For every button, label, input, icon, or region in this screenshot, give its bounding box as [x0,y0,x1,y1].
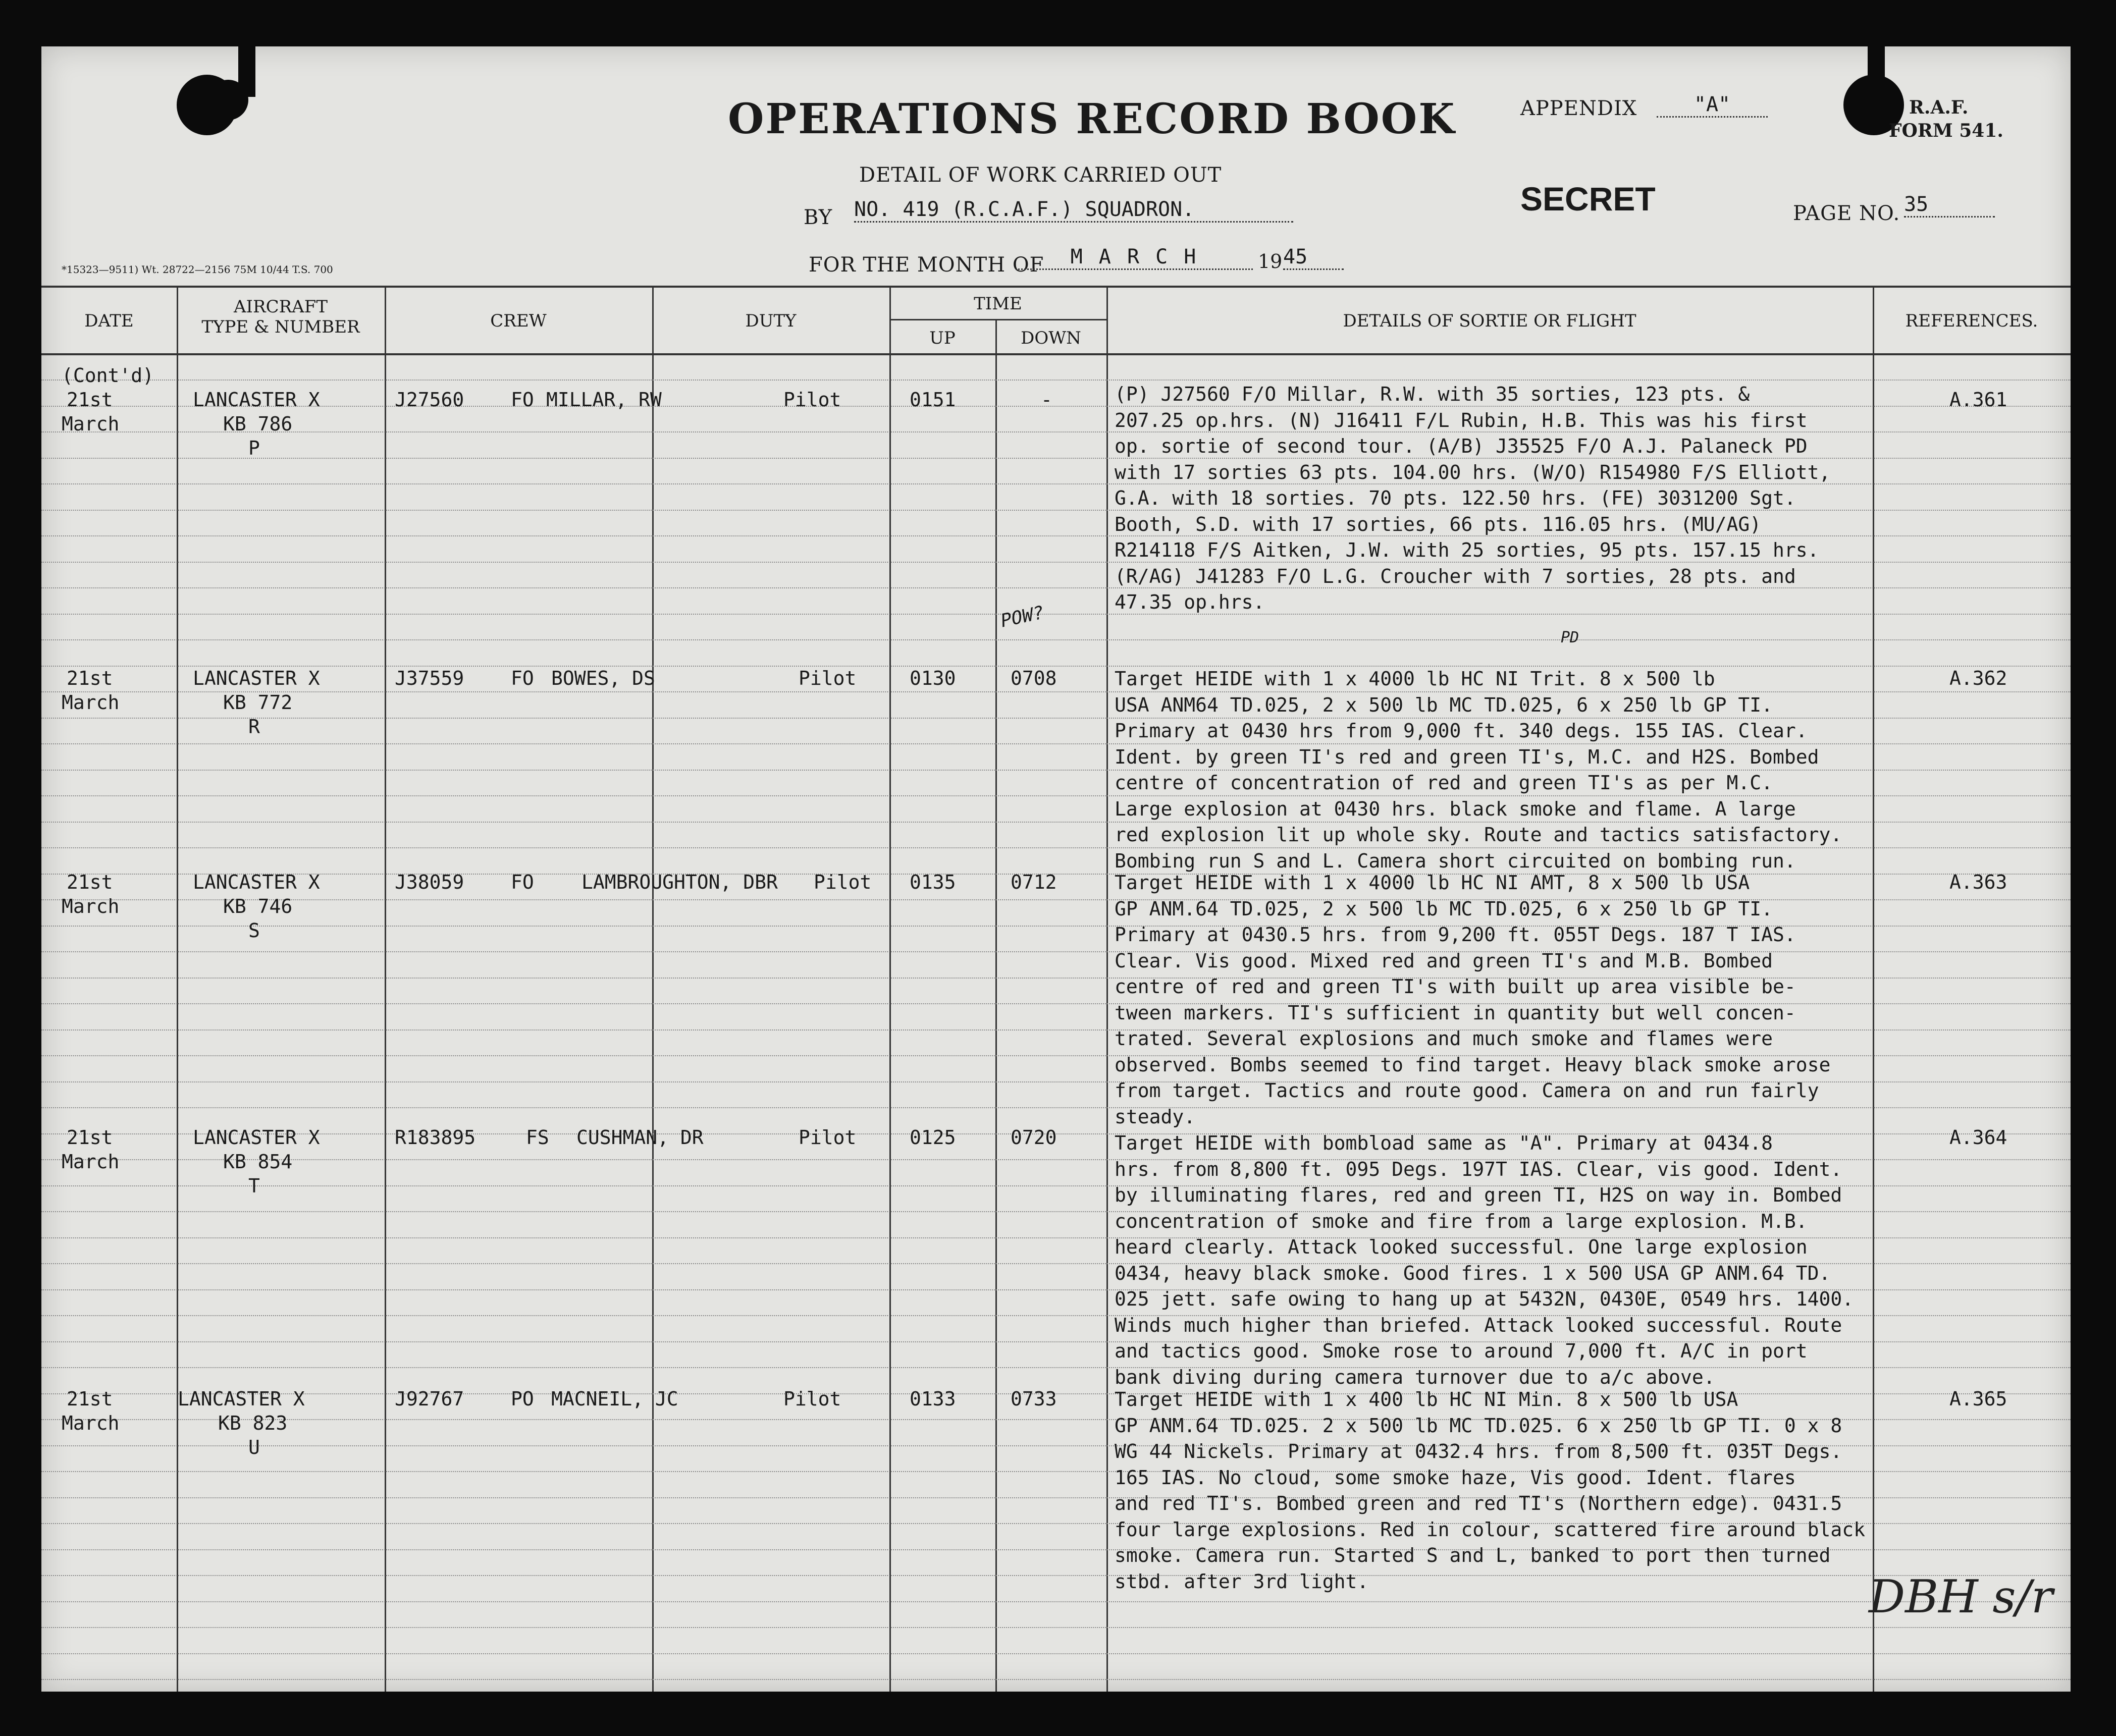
signature: DBH s/r [1869,1570,2053,1623]
row4-aircraft-letter: T [248,1175,260,1197]
detail-line: Booth, S.D. with 17 sorties, 66 pts. 116.05 hrs. (MU/AG) [1115,513,1762,535]
detail-line: red explosion lit up whole sky. Route and tactics satisfactory. [1115,824,1842,846]
detail-line: 0434, heavy black smoke. Good fires. 1 x 500 USA GP ANM.64 TD. [1115,1262,1831,1284]
detail-line: trated. Several explosions and much smoke and flames were [1115,1027,1773,1050]
row1-crew-name: MILLAR, RW [546,389,662,411]
detail-line: four large explosions. Red in colour, scattered fire around black [1115,1518,1866,1541]
detail-line: bank diving during camera turnover due to a/c above. [1115,1366,1715,1388]
col-header-date: DATE [84,311,134,331]
row1-date-line3: March [62,413,120,435]
col-header-details: DETAILS OF SORTIE OR FLIGHT [1343,311,1636,331]
ruled-line [41,1679,2071,1680]
row3-time-down: 0712 [1011,871,1057,893]
ruled-line [41,1627,2071,1628]
row2-reference: A.362 [1949,667,2007,689]
detail-line: Target HEIDE with 1 x 4000 lb HC NI AMT, 8 x 500 lb USA [1115,872,1750,894]
month-value: M A R C H [1016,245,1253,270]
detail-line: USA ANM64 TD.025, 2 x 500 lb MC TD.025, 6 x 250 lb GP TI. [1115,693,1773,716]
ruled-line [41,1653,2071,1654]
binder-clip-right [1868,41,1885,97]
detail-line: Clear. Vis good. Mixed red and green TI's and M.B. Bombed [1115,949,1773,972]
detail-line: 025 jett. safe owing to hang up at 5432N, 0430E, 0549 hrs. 1400. [1115,1288,1854,1310]
detail-line: and tactics good. Smoke rose to around 7,000 ft. A/C in port [1115,1340,1808,1362]
month-label: FOR THE MONTH OF [809,253,1044,277]
row1-crew-rank: FO [511,389,534,411]
row5-duty: Pilot [783,1388,841,1410]
table-header-rule [41,353,2071,355]
row2-details [1115,666,1842,874]
year-prefix: 19 [1258,250,1283,273]
detail-line: R214118 F/S Aitken, J.W. with 25 sorties, 95 pts. 157.15 hrs. [1115,539,1819,561]
detail-line: steady. [1115,1105,1196,1128]
row5-aircraft-letter: U [248,1436,260,1458]
detail-line: 207.25 op.hrs. (N) J16411 F/L Rubin, H.B. This was his first [1115,409,1808,431]
binder-clip-left [238,41,255,97]
col-divider-duty [889,286,891,1692]
detail-line: stbd. after 3rd light. [1115,1570,1369,1593]
detail-line: hrs. from 8,800 ft. 095 Degs. 197T IAS. Clear, vis good. Ident. [1115,1158,1842,1180]
row4-crew-rank: FS [526,1126,549,1149]
row2-aircraft-type: LANCASTER X [193,667,320,689]
row5-crew-rank: PO [511,1388,534,1410]
secret-stamp: SECRET [1520,180,1656,218]
detail-line: GP ANM.64 TD.025, 2 x 500 lb MC TD.025, 6 x 250 lb GP TI. [1115,897,1773,920]
page-title: OPERATIONS RECORD BOOK [728,95,1456,143]
print-code: *15323—9511) Wt. 28722—2156 75M 10/44 T.S. 700 [62,263,333,276]
appendix-label: APPENDIX [1520,97,1637,120]
row3-crew-name: LAMBROUGHTON, DBR [581,871,778,893]
row4-crew-number: R183895 [395,1126,476,1149]
col-header-aircraft: AIRCRAFT TYPE & NUMBER [201,297,360,337]
ruled-line [41,379,2071,381]
row3-crew-number: J38059 [395,871,464,893]
pd-annotation: PD [1561,629,1579,646]
row2-time-up: 0130 [910,667,956,689]
detail-line: heard clearly. Attack looked successful. One large explosion [1115,1236,1808,1258]
col-header-down: DOWN [1021,328,1081,348]
form-number: FORM 541. [1889,120,2003,141]
row3-reference: A.363 [1949,871,2007,893]
appendix-value: "A" [1657,93,1768,118]
row4-aircraft-type: LANCASTER X [193,1126,320,1149]
col-divider-aircraft [385,286,386,1692]
row4-reference: A.364 [1949,1126,2007,1149]
row3-crew-rank: FO [511,871,534,893]
row5-crew-number: J92767 [395,1388,464,1410]
row3-aircraft-serial: KB 746 [223,895,293,917]
row5-time-down: 0733 [1011,1388,1057,1410]
row4-duty: Pilot [799,1126,857,1149]
table-top-rule [41,286,2071,288]
page-number-label: PAGE NO. [1793,202,1900,225]
row1-details [1115,382,1830,616]
by-label: BY [804,206,833,229]
detail-line: smoke. Camera run. Started S and L, banked to port then turned [1115,1544,1831,1566]
row3-aircraft-type: LANCASTER X [193,871,320,893]
row1-reference: A.361 [1949,389,2007,411]
detail-line: op. sortie of second tour. (A/B) J35525 F/O A.J. Palaneck PD [1115,435,1808,457]
record-sheet [41,46,2071,1692]
year-value: 45 [1283,245,1344,270]
row4-date-line1: 21st [67,1126,113,1149]
row1-aircraft-serial: KB 786 [223,413,293,435]
row5-time-up: 0133 [910,1388,956,1410]
row1-aircraft-letter: P [248,437,260,459]
row2-crew-name: BOWES, DS [551,667,655,689]
col-divider-down [1106,286,1108,1692]
detail-line: Primary at 0430 hrs from 9,000 ft. 340 degs. 155 IAS. Clear. [1115,720,1808,742]
row1-time-down: - [1041,389,1052,411]
row5-aircraft-type: LANCASTER X [178,1388,305,1410]
col-header-crew: CREW [490,311,547,331]
row3-aircraft-letter: S [248,919,260,942]
col-header-time: TIME [974,294,1022,314]
col-header-duty: DUTY [745,311,797,331]
detail-line: and red TI's. Bombed green and red TI's (Northern edge). 0431.5 [1115,1492,1842,1514]
row4-date-line2: March [62,1151,120,1173]
row4-time-up: 0125 [910,1126,956,1149]
ruled-line [41,639,2071,640]
row3-date-line1: 21st [67,871,113,893]
detail-line: Large explosion at 0430 hrs. black smoke and flame. A large [1115,797,1796,820]
row2-date-line2: March [62,691,120,714]
row2-aircraft-letter: R [248,716,260,738]
col-divider-details [1873,286,1874,1692]
detail-line: 47.35 op.hrs. [1115,591,1265,613]
detail-line: WG 44 Nickels. Primary at 0432.4 hrs. from 8,500 ft. 035T Degs. [1115,1440,1842,1462]
row5-date-line1: 21st [67,1388,113,1410]
detail-line: Bombing run S and L. Camera short circuited on bombing run. [1115,849,1796,872]
row4-aircraft-serial: KB 854 [223,1151,293,1173]
row1-date-line2: 21st [67,389,113,411]
detail-line: tween markers. TI's sufficient in quantity but well concen- [1115,1001,1796,1024]
time-split-rule [889,319,1106,320]
detail-line: G.A. with 18 sorties. 70 pts. 122.50 hrs. (FE) 3031200 Sgt. [1115,487,1796,509]
detail-line: 165 IAS. No cloud, some smoke haze, Vis good. Ident. flares [1115,1466,1796,1489]
row4-details [1115,1130,1854,1390]
form-label: R.A.F. [1909,97,1969,118]
detail-line: observed. Bombs seemed to find target. Heavy black smoke arose [1115,1053,1831,1076]
col-header-references: REFERENCES. [1905,311,2038,331]
row4-time-down: 0720 [1011,1126,1057,1149]
row3-duty: Pilot [814,871,872,893]
row2-crew-number: J37559 [395,667,464,689]
detail-line: from target. Tactics and route good. Camera on and run fairly [1115,1079,1819,1102]
page-subtitle: DETAIL OF WORK CARRIED OUT [859,164,1222,187]
row2-date-line1: 21st [67,667,113,689]
row1-aircraft-type: LANCASTER X [193,389,320,411]
detail-line: Target HEIDE with bombload same as "A". Primary at 0434.8 [1115,1132,1773,1154]
detail-line: with 17 sorties 63 pts. 104.00 hrs. (W/O) R154980 F/S Elliott, [1115,461,1831,483]
detail-line: GP ANM.64 TD.025. 2 x 500 lb MC TD.025. 6 x 250 lb GP TI. 0 x 8 [1115,1414,1842,1437]
row3-date-line2: March [62,895,120,917]
detail-line: centre of concentration of red and green TI's as per M.C. [1115,772,1773,794]
row5-crew-name: MACNEIL, JC [551,1388,678,1410]
row4-crew-name: CUSHMAN, DR [576,1126,704,1149]
col-divider-date [177,286,178,1692]
row2-aircraft-serial: KB 772 [223,691,293,714]
row1-date-line1: (Cont'd) [62,364,154,387]
detail-line: concentration of smoke and fire from a large explosion. M.B. [1115,1210,1808,1232]
detail-line: Target HEIDE with 1 x 4000 lb HC NI Trit. 8 x 500 lb [1115,668,1715,690]
detail-line: (R/AG) J41283 F/O L.G. Croucher with 7 sorties, 28 pts. and [1115,565,1796,587]
row2-crew-rank: FO [511,667,534,689]
row2-time-down: 0708 [1011,667,1057,689]
squadron-name: NO. 419 (R.C.A.F.) SQUADRON. [854,198,1293,223]
pow-annotation: POW? [998,602,1046,632]
row2-duty: Pilot [799,667,857,689]
col-header-up: UP [929,328,956,348]
detail-line: Ident. by green TI's red and green TI's, M.C. and H2S. Bombed [1115,745,1819,768]
row5-date-line2: March [62,1412,120,1434]
row5-reference: A.365 [1949,1388,2007,1410]
row5-aircraft-serial: KB 823 [218,1412,288,1434]
row1-time-up: 0151 [910,389,956,411]
row3-time-up: 0135 [910,871,956,893]
ruled-line [41,1601,2071,1602]
row5-details [1115,1387,1865,1595]
detail-line: centre of red and green TI's with built up area visible be- [1115,975,1796,998]
detail-line: by illuminating flares, red and green TI, H2S on way in. Bombed [1115,1184,1842,1206]
detail-line: Primary at 0430.5 hrs. from 9,200 ft. 055T Degs. 187 T IAS. [1115,924,1796,946]
detail-line: Target HEIDE with 1 x 400 lb HC NI Min. 8 x 500 lb USA [1115,1388,1738,1410]
row1-duty: Pilot [783,389,841,411]
detail-line: Winds much higher than briefed. Attack looked successful. Route [1115,1314,1842,1336]
row3-details [1115,870,1830,1130]
col-divider-crew [652,286,654,1692]
detail-line: (P) J27560 F/O Millar, R.W. with 35 sorties, 123 pts. & [1115,383,1750,405]
page-number-value: 35 [1904,193,1995,218]
row1-crew-number: J27560 [395,389,464,411]
col-divider-up [995,319,997,1692]
